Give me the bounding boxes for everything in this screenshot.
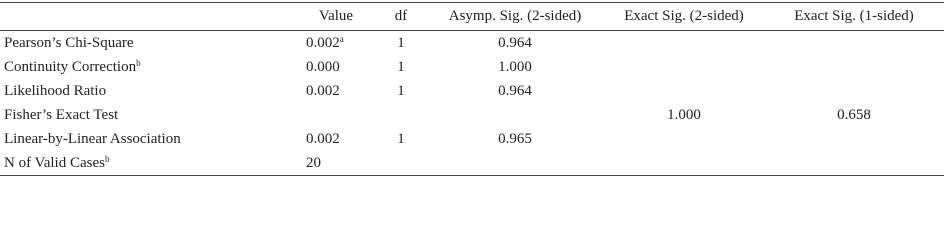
df-cell — [376, 103, 426, 127]
value-cell — [296, 31, 376, 56]
row-label — [0, 55, 296, 79]
value-cell — [296, 151, 376, 176]
value-cell — [296, 127, 376, 151]
exact-sig-2-sided-cell — [604, 151, 764, 176]
table-header-row — [0, 3, 944, 31]
row-label — [0, 127, 296, 151]
table-row — [0, 31, 944, 56]
exact-sig-2-sided-cell — [604, 127, 764, 151]
header-cell-exact-sig-2-sided: Exact Sig. (2-sided) — [624, 8, 744, 24]
value-cell — [296, 55, 376, 79]
row-label-text: Fisher’s Exact Test — [4, 107, 119, 123]
value-text: 0.002 — [306, 35, 340, 51]
asymp-sig-cell: 1.000 — [498, 59, 532, 75]
table-row — [0, 103, 944, 127]
df-cell: 1 — [397, 35, 405, 51]
asymp-sig-cell — [426, 151, 604, 176]
exact-sig-1-sided-cell — [764, 31, 944, 56]
row-label-text: Linear-by-Linear Association — [4, 131, 181, 147]
header-cell-exact-sig-1-sided: Exact Sig. (1-sided) — [794, 8, 914, 24]
row-label-text: Continuity Correction — [4, 59, 137, 75]
row-label — [0, 103, 296, 127]
table-row — [0, 151, 944, 176]
table-row — [0, 55, 944, 79]
asymp-sig-cell: 0.965 — [498, 131, 532, 147]
header-cell-asymp-sig: Asymp. Sig. (2-sided) — [448, 8, 582, 24]
df-cell: 1 — [397, 131, 405, 147]
row-label — [0, 31, 296, 56]
row-label-footnote: b — [136, 58, 141, 68]
df-cell: 1 — [397, 59, 405, 75]
exact-sig-2-sided-cell — [604, 31, 764, 56]
value-text: 0.002 — [306, 83, 340, 99]
row-label-footnote: b — [104, 154, 110, 164]
value-text: 0.002 — [306, 131, 340, 147]
table-row — [0, 79, 944, 103]
table-row — [0, 127, 944, 151]
exact-sig-2-sided-cell: 1.000 — [667, 107, 701, 123]
asymp-sig-cell — [426, 103, 604, 127]
row-label-text: Pearson’s Chi-Square — [4, 35, 134, 51]
df-cell: 1 — [397, 83, 405, 99]
asymp-sig-cell: 0.964 — [498, 83, 532, 99]
row-label-text: N of Valid Cases — [4, 155, 105, 171]
exact-sig-2-sided-cell — [604, 79, 764, 103]
row-label — [0, 151, 296, 176]
exact-sig-1-sided-cell — [764, 127, 944, 151]
exact-sig-1-sided-cell — [764, 55, 944, 79]
exact-sig-1-sided-cell — [764, 151, 944, 176]
header-cell-label — [0, 3, 296, 31]
header-cell-value: Value — [318, 8, 354, 24]
exact-sig-1-sided-cell: 0.658 — [837, 107, 871, 123]
row-label-text: Likelihood Ratio — [4, 83, 107, 99]
exact-sig-2-sided-cell — [604, 55, 764, 79]
value-text: 20 — [306, 155, 321, 171]
value-cell — [296, 103, 376, 127]
value-cell — [296, 79, 376, 103]
asymp-sig-cell: 0.964 — [498, 35, 532, 51]
exact-sig-1-sided-cell — [764, 79, 944, 103]
row-label — [0, 79, 296, 103]
chi-square-tests-table — [0, 2, 944, 176]
value-text: 0.000 — [306, 59, 340, 75]
header-cell-df: df — [394, 8, 408, 24]
value-footnote: a — [339, 34, 344, 44]
df-cell — [376, 151, 426, 176]
